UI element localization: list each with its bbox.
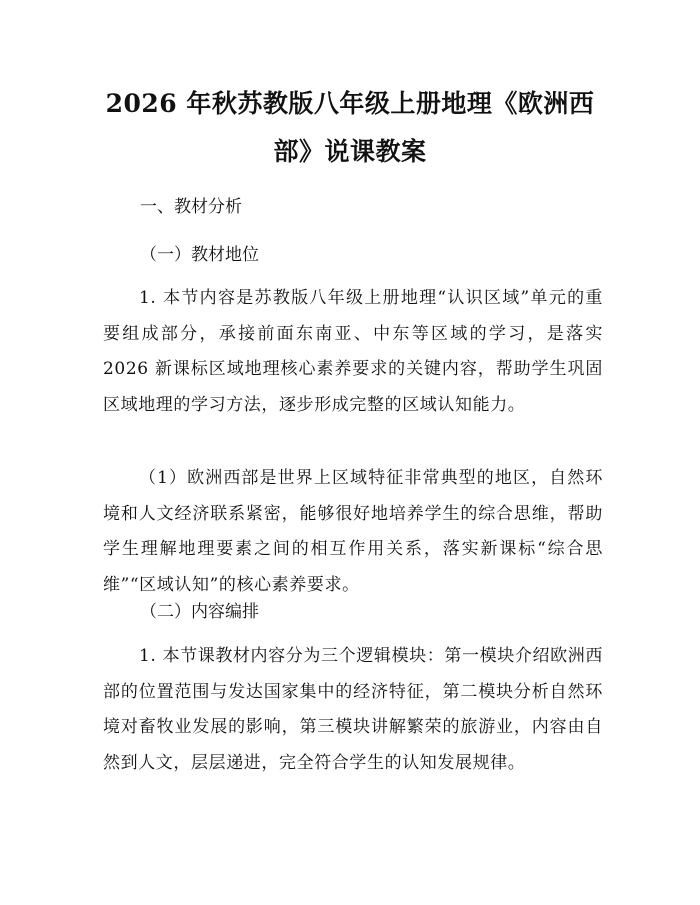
section-heading-textbook-analysis: 一、教材分析	[140, 197, 242, 217]
paragraph-western-europe-features: （1）欧洲西部是世界上区域特征非常典型的地区，自然环境和人文经济联系紧密，能够很好地培养学生的综合思维，帮助学生理解地理要素之间的相互作用关系，落实新课标“综合思维”“区域认知”的核心素养要求。	[103, 468, 603, 595]
document-title-line-2: 部》说课教案	[273, 137, 427, 166]
subsection-heading-content-arrangement: （二）内容编排	[140, 602, 259, 622]
paragraph-textbook-status: 1. 本节内容是苏教版八年级上册地理“认识区域”单元的重要组成部分，承接前面东南亚、中东等区域的学习，是落实 2026 新课标区域地理核心素养要求的关键内容，帮助学生巩固区域地理的学习方法，逐步形成完整的区域认知能力。	[103, 288, 603, 415]
paragraph-content-arrangement: 1. 本节课教材内容分为三个逻辑模块：第一模块介绍欧洲西部的位置范围与发达国家集中的经济特征，第二模块分析自然环境对畜牧业发展的影响，第三模块讲解繁荣的旅游业，内容由自然到人文，层层递进，完全符合学生的认知发展规律。	[103, 646, 603, 773]
subsection-heading-textbook-status: （一）教材地位	[140, 245, 259, 265]
document-title-line-1: 2026 年秋苏教版八年级上册地理《欧洲西	[105, 89, 595, 118]
